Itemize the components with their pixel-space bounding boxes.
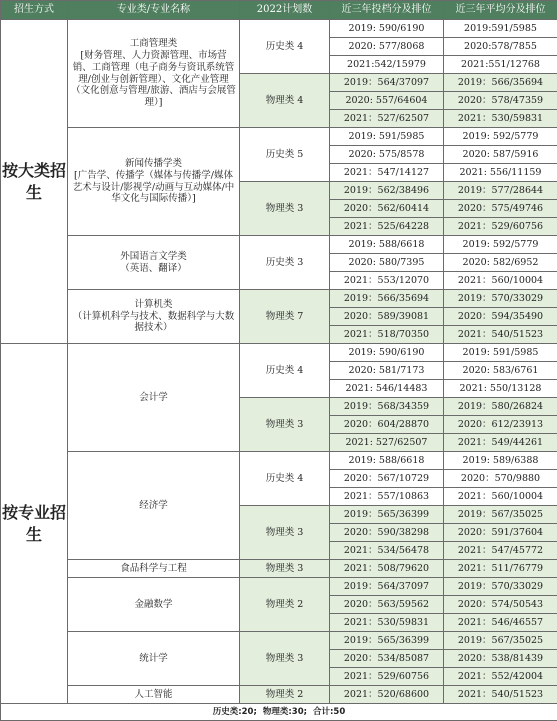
- major-cell: 金融数学: [68, 578, 240, 632]
- major-title: 新闻传播学类: [71, 158, 236, 170]
- admission-score: 2021：518/70350: [330, 326, 444, 344]
- average-score: 2021：547/45772: [444, 542, 557, 560]
- plan-cell: 历史类 4: [240, 452, 330, 506]
- average-score: 2021：529/60756: [444, 218, 557, 236]
- header-admission-score: 近三年投档分及排位: [330, 1, 444, 20]
- table-row: [1, 632, 557, 650]
- major-cell: 会计学: [68, 344, 240, 452]
- average-score: 2021：546/46557: [444, 614, 557, 632]
- plan-cell: 物理类 2: [240, 686, 330, 704]
- plan-cell: 物理类 2: [240, 578, 330, 632]
- footer-totals: [1, 704, 557, 721]
- average-score: 2019：570/33029: [444, 290, 557, 308]
- average-score: 2021：552/42004: [444, 668, 557, 686]
- admission-score: 2019：568/34359: [330, 398, 444, 416]
- major-detail: （英语、翻译）: [71, 263, 236, 275]
- table-row: [1, 344, 557, 362]
- admission-score: 2021:542/15979: [330, 56, 444, 74]
- average-score: 2020：591/37604: [444, 524, 557, 542]
- admission-score: 2020：604/28870: [330, 416, 444, 434]
- admission-score: 2021：525/64228: [330, 218, 444, 236]
- admission-score: 2019: 588/6618: [330, 236, 444, 254]
- major-cell: [68, 20, 240, 128]
- category-cell: 按专业招生: [1, 344, 68, 704]
- average-score: 2021：549/44261: [444, 434, 557, 452]
- major-title: 工商管理类: [71, 38, 236, 50]
- average-score: 2020：594/35490: [444, 308, 557, 326]
- grand-total: 合计:50: [313, 707, 345, 717]
- table-row: [1, 578, 557, 596]
- average-score: 2021: 550/13128: [444, 380, 557, 398]
- major-title: 计算机类: [71, 299, 236, 311]
- plan-cell: 物理类 3: [240, 506, 330, 560]
- admission-score: 2021：530/59831: [330, 614, 444, 632]
- table-row: [1, 560, 557, 578]
- admission-score: 2019：565/36399: [330, 506, 444, 524]
- average-score: 2021:551/12768: [444, 56, 557, 74]
- average-score: 2021：540/51523: [444, 326, 557, 344]
- table-row: [1, 290, 557, 308]
- category-cell: 按大类招生: [1, 20, 68, 344]
- admission-score: 2019: 588/6618: [330, 452, 444, 470]
- admission-score: 2020: 577/8068: [330, 38, 444, 56]
- average-score: 2021：560/10004: [444, 272, 557, 290]
- plan-cell: 物理类 3: [240, 560, 330, 578]
- average-score: 2019:591/5985: [444, 20, 557, 38]
- major-cell: 经济学: [68, 452, 240, 560]
- average-score: 2020：570/9880: [444, 470, 557, 488]
- average-score: 2020：575/49746: [444, 200, 557, 218]
- admission-score: 2019: 590/6190: [330, 20, 444, 38]
- admission-score: 2020: 581/7173: [330, 362, 444, 380]
- admission-score: 2020：534/85087: [330, 650, 444, 668]
- average-score: 2019：577/28644: [444, 182, 557, 200]
- admission-score: 2020：567/10729: [330, 470, 444, 488]
- major-cell: [68, 236, 240, 290]
- average-score: 2020: 582/6952: [444, 254, 557, 272]
- admission-score: 2019：564/37097: [330, 578, 444, 596]
- admission-score: 2020: 557/64604: [330, 92, 444, 110]
- admission-score: 2021：534/56478: [330, 542, 444, 560]
- average-score: 2021：540/51523: [444, 686, 557, 704]
- average-score: 2019: 591/5985: [444, 344, 557, 362]
- table-row: [1, 20, 557, 38]
- table-row: [1, 686, 557, 704]
- admission-score: 2019：562/38496: [330, 182, 444, 200]
- major-detail: [财务管理、人力资源管理、市场营销、工商管理（电子商务与资讯系统管理/创业与创新管理）、文化产业管理（文化创意与管理/旅游、酒店与会展管理）]: [71, 50, 236, 109]
- average-score: 2019: 589/6388: [444, 452, 557, 470]
- admission-score: 2020：590/38298: [330, 524, 444, 542]
- admission-score: 2021：557/10863: [330, 488, 444, 506]
- admission-score: 2020: 575/8578: [330, 146, 444, 164]
- admission-score: 2021：553/12070: [330, 272, 444, 290]
- major-cell: [68, 290, 240, 344]
- average-score: 2021：530/59831: [444, 110, 557, 128]
- header-mode: 招生方式: [1, 1, 68, 20]
- plan-cell: 物理类 3: [240, 632, 330, 686]
- admission-score: 2019：565/36399: [330, 632, 444, 650]
- average-score: 2021：560/10004: [444, 488, 557, 506]
- average-score: 2020：574/50543: [444, 596, 557, 614]
- admission-score: 2021: 527/62507: [330, 434, 444, 452]
- table-row: [1, 236, 557, 254]
- admission-score: 2019：566/35694: [330, 290, 444, 308]
- major-detail: （计算机科学与技术、数据科学与大数据技术）: [71, 311, 236, 335]
- table-row: [1, 128, 557, 146]
- admission-score: 2021：547/14127: [330, 164, 444, 182]
- average-score: 2019: 592/5779: [444, 128, 557, 146]
- admission-score: 2021：529/60756: [330, 668, 444, 686]
- header-row: [1, 1, 557, 20]
- physics-total: 物理类:30;: [263, 707, 307, 717]
- average-score: 2020:578/7855: [444, 38, 557, 56]
- plan-cell: 物理类 7: [240, 290, 330, 344]
- header-major: 专业类/专业名称: [68, 1, 240, 20]
- plan-cell: 历史类 5: [240, 128, 330, 182]
- major-title: 外国语言文学类: [71, 251, 236, 263]
- average-score: 2019：566/35694: [444, 74, 557, 92]
- average-score: 2019：570/33029: [444, 578, 557, 596]
- plan-cell: 物理类 4: [240, 74, 330, 128]
- average-score: 2021: 556/11159: [444, 164, 557, 182]
- admission-score: 2020：562/60414: [330, 200, 444, 218]
- plan-cell: 物理类 3: [240, 398, 330, 452]
- table-row: [1, 452, 557, 470]
- average-score: 2020：578/47359: [444, 92, 557, 110]
- admission-score: 2021：527/62507: [330, 110, 444, 128]
- plan-cell: 历史类 4: [240, 344, 330, 398]
- major-cell: 人工智能: [68, 686, 240, 704]
- admission-score: 2019：564/37097: [330, 74, 444, 92]
- admission-score: 2019: 590/6190: [330, 344, 444, 362]
- admission-score: 2021：508/79620: [330, 560, 444, 578]
- average-score: 2020: 587/5916: [444, 146, 557, 164]
- average-score: 2020：612/23913: [444, 416, 557, 434]
- admission-score: 2020：589/39081: [330, 308, 444, 326]
- average-score: 2020: 583/6761: [444, 362, 557, 380]
- admission-score: 2021：520/68600: [330, 686, 444, 704]
- plan-cell: 历史类 3: [240, 236, 330, 290]
- header-plan: 2022计划数: [240, 1, 330, 20]
- major-detail: [广告学、传播学（媒体与传播学/媒体艺术与设计/影视学/动画与互动媒体/中华文化与国际传播）]: [71, 170, 236, 206]
- average-score: 2021：511/76779: [444, 560, 557, 578]
- footer-row: [1, 704, 557, 721]
- average-score: 2019：567/35025: [444, 506, 557, 524]
- admission-score: 2019: 591/5985: [330, 128, 444, 146]
- admission-score: 2020：563/59562: [330, 596, 444, 614]
- admission-score: 2020: 580/7395: [330, 254, 444, 272]
- header-average-score: 近三年平均分及排位: [444, 1, 557, 20]
- plan-cell: 历史类 4: [240, 20, 330, 74]
- plan-cell: 物理类 3: [240, 182, 330, 236]
- major-cell: 统计学: [68, 632, 240, 686]
- admission-score: 2021: 546/14483: [330, 380, 444, 398]
- average-score: 2019：580/26824: [444, 398, 557, 416]
- history-total: 历史类:20;: [213, 707, 257, 717]
- average-score: 2020：538/81439: [444, 650, 557, 668]
- average-score: 2019：567/35025: [444, 632, 557, 650]
- major-cell: 食品科学与工程: [68, 560, 240, 578]
- major-cell: [68, 128, 240, 236]
- average-score: 2019: 592/5779: [444, 236, 557, 254]
